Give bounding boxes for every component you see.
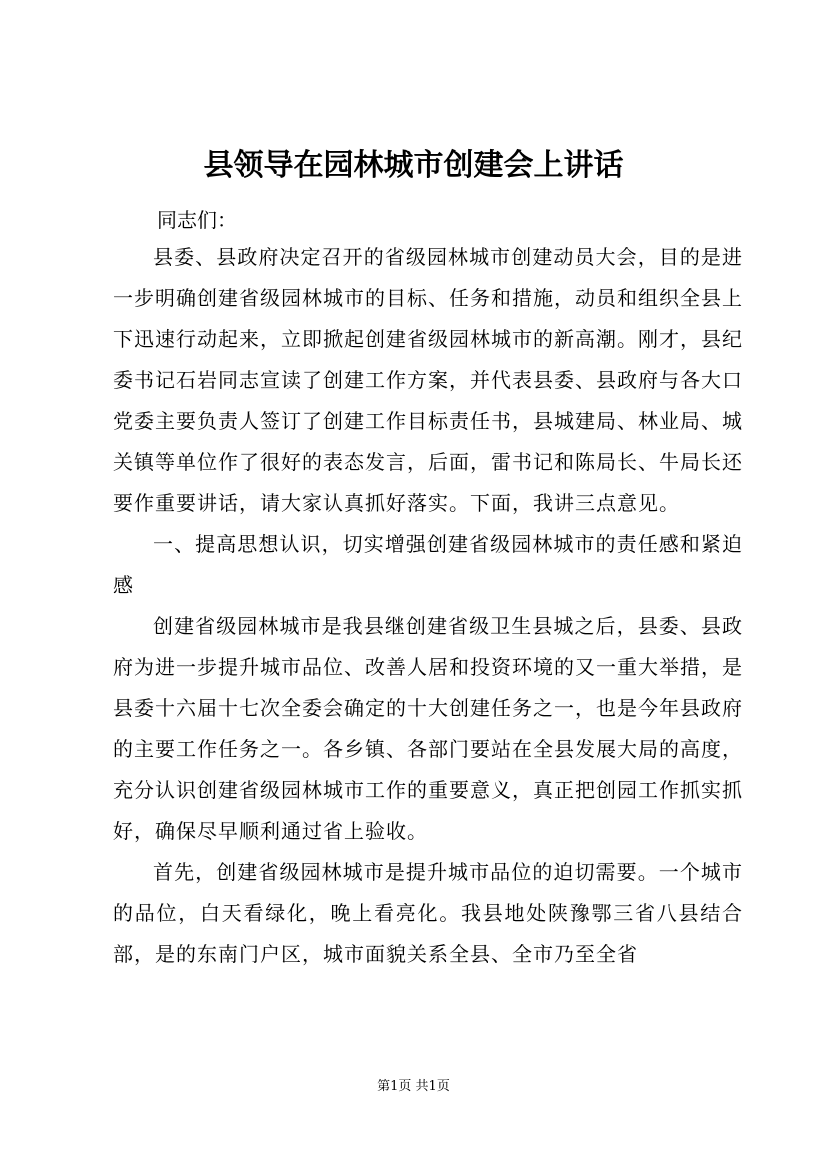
document-body <box>113 237 743 975</box>
paragraph-section-1: 创建省级园林城市是我县继创建省级卫生县城之后，县委、县政府为进一步提升城市品位、改善人居和投资环境的又一重大举措，是县委十六届十七次全委会确定的十大创建任务之一，也是今年县政府的主要工作任务之一。各乡镇、各部门要站在全县发展大局的高度，充分认识创建省级园林城市工作的重要意义，真正把创园工作抓实抓好，确保尽早顺利通过省上验收。 <box>113 614 743 843</box>
document-title: 县领导在园林城市创建会上讲话 <box>203 148 624 183</box>
paragraph-first-point: 首先，创建省级园林城市是提升城市品位的迫切需要。一个城市的品位，白天看绿化，晚上看亮化。我县地处陕豫鄂三省八县结合部，是的东南门户区，城市面貌关系全县、全市乃至全省 <box>113 860 743 966</box>
page-footer <box>0 1078 827 1096</box>
paragraph-intro: 县委、县政府决定召开的省级园林城市创建动员大会，目的是进一步明确创建省级园林城市的目标、任务和措施，动员和组织全县上下迅速行动起来，立即掀起创建省级园林城市的新高潮。刚才，县纪委书记石岩同志宣读了创建工作方案，并代表县委、县政府与各大口党委主要负责人签订了创建工作目标责任书，县城建局、林业局、城关镇等单位作了很好的表态发言，后面，雷书记和陈局长、牛局长还要作重要讲话，请大家认真抓好落实。下面，我讲三点意见。 <box>113 245 743 515</box>
section-heading-1: 一、提高思想认识，切实增强创建省级园林城市的责任感和紧迫感 <box>113 532 743 597</box>
salutation: 同志们： <box>157 208 237 232</box>
page-number-label: 第1页 共1页 <box>377 1079 450 1094</box>
